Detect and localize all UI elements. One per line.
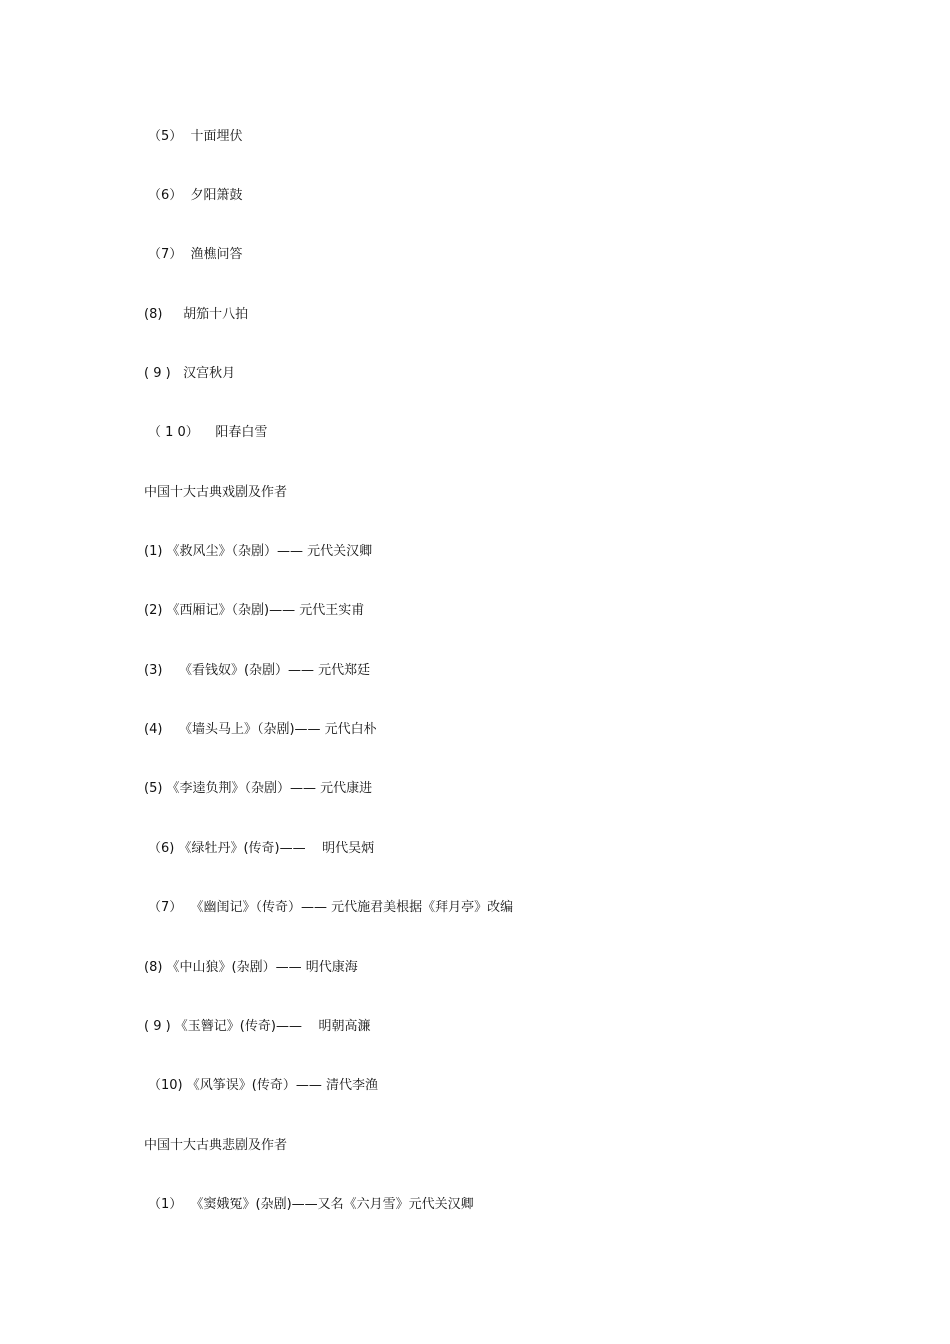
comedy-item-7: （7） 《幽闺记》（传奇）—— 元代施君美根据《拜月亭》改编 (148, 900, 514, 915)
music-item-9: ( 9 ) 汉宫秋月 (144, 366, 236, 381)
comedy-item-4: (4) 《墙头马上》（杂剧)—— 元代白朴 (144, 722, 377, 737)
comedy-item-2: (2) 《西厢记》（杂剧)—— 元代王实甫 (144, 603, 365, 618)
section-heading-tragedies: 中国十大古典悲剧及作者 (144, 1138, 288, 1153)
comedy-item-10: （10) 《风筝误》(传奇）—— 清代李渔 (148, 1078, 378, 1093)
music-item-6: （6） 夕阳箫鼓 (148, 188, 243, 203)
section-heading-comedies: 中国十大古典戏剧及作者 (144, 485, 288, 500)
comedy-item-1: (1) 《救风尘》（杂剧）—— 元代关汉卿 (144, 544, 373, 559)
music-item-8: (8) 胡笳十八拍 (144, 307, 249, 322)
music-item-7: （7） 渔樵问答 (148, 247, 243, 262)
music-item-10: （ 1 0） 阳春白雪 (148, 425, 268, 440)
comedy-item-5: (5) 《李逵负荆》（杂剧）—— 元代康进 (144, 781, 373, 796)
comedy-item-8: (8) 《中山狼》(杂剧）—— 明代康海 (144, 960, 358, 975)
comedy-item-6: （6) 《绿牡丹》(传奇)—— 明代吴炳 (148, 841, 375, 856)
music-item-5: （5） 十面埋伏 (148, 129, 243, 144)
comedy-item-3: (3) 《看钱奴》(杂剧）—— 元代郑廷 (144, 663, 371, 678)
comedy-item-9: ( 9 ) 《玉簪记》(传奇)—— 明朝高濂 (144, 1019, 371, 1034)
tragedy-item-1: （1） 《窦娥冤》(杂剧)——又名《六月雪》元代关汉卿 (148, 1197, 474, 1212)
